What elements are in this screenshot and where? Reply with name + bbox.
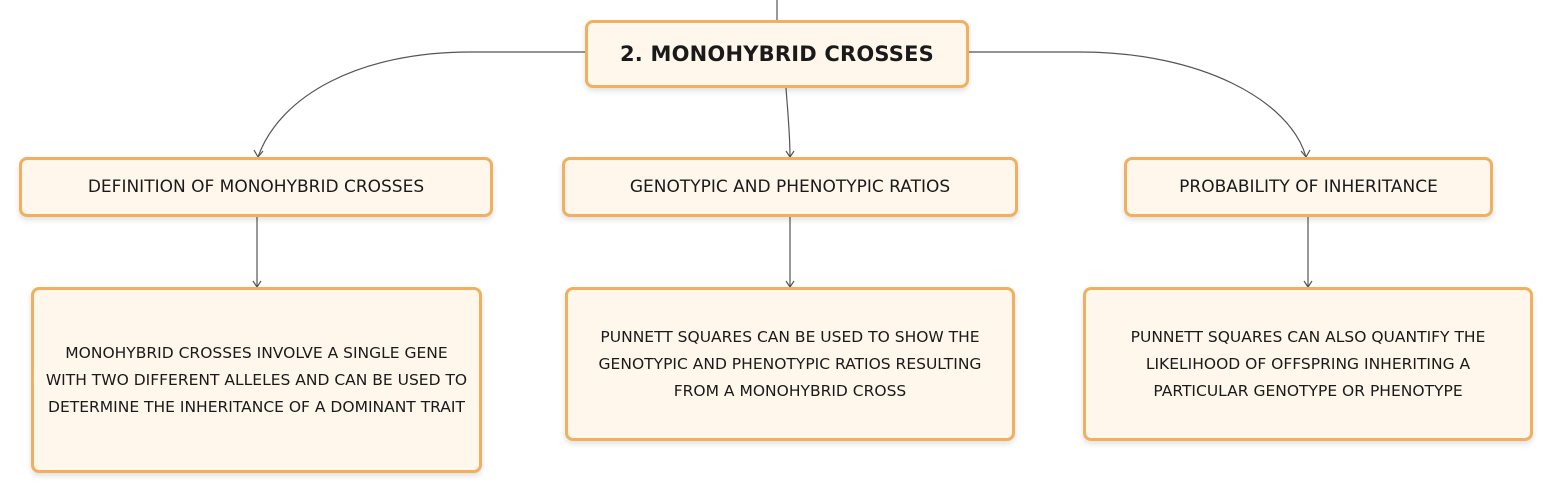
topic-label: GENOTYPIC AND PHENOTYPIC RATIOS xyxy=(629,177,951,197)
detail-text: MONOHYBRID CROSSES INVOLVE A SINGLE GENE WITH TWO DIFFERENT ALLELES AND CAN BE USED TO DETERMINE THE INHERITANCE OF A DOMINANT TRAIT xyxy=(45,343,468,416)
detail-text: PUNNETT SQUARES CAN BE USED TO SHOW THE GENOTYPIC AND PHENOTYPIC RATIOS RESULTING FROM A MONOHYBRID CROSS xyxy=(598,327,982,400)
detail-node-probability[interactable] xyxy=(1083,287,1533,441)
detail-text: PUNNETT SQUARES CAN ALSO QUANTIFY THE LIKELIHOOD OF OFFSPRING INHERITING A PARTICULAR GENOTYPE OR PHENOTYPE xyxy=(1130,327,1486,400)
detail-node-ratios[interactable] xyxy=(565,287,1015,441)
detail-node-definition[interactable] xyxy=(31,287,482,473)
connector-root-to-topic-2 xyxy=(786,88,790,157)
topic-node-probability[interactable] xyxy=(1124,157,1493,217)
arrowhead-topic-1 xyxy=(254,150,263,157)
topic-label: PROBABILITY OF INHERITANCE xyxy=(1179,177,1438,197)
topic-node-ratios[interactable] xyxy=(562,157,1018,217)
topic-node-definition[interactable] xyxy=(19,157,493,217)
connector-root-to-topic-1 xyxy=(258,52,585,157)
topic-label: DEFINITION OF MONOHYBRID CROSSES xyxy=(87,177,425,197)
root-node[interactable] xyxy=(585,20,969,88)
root-label: 2. MONOHYBRID CROSSES xyxy=(619,42,934,66)
connector-root-to-topic-3 xyxy=(969,52,1306,157)
